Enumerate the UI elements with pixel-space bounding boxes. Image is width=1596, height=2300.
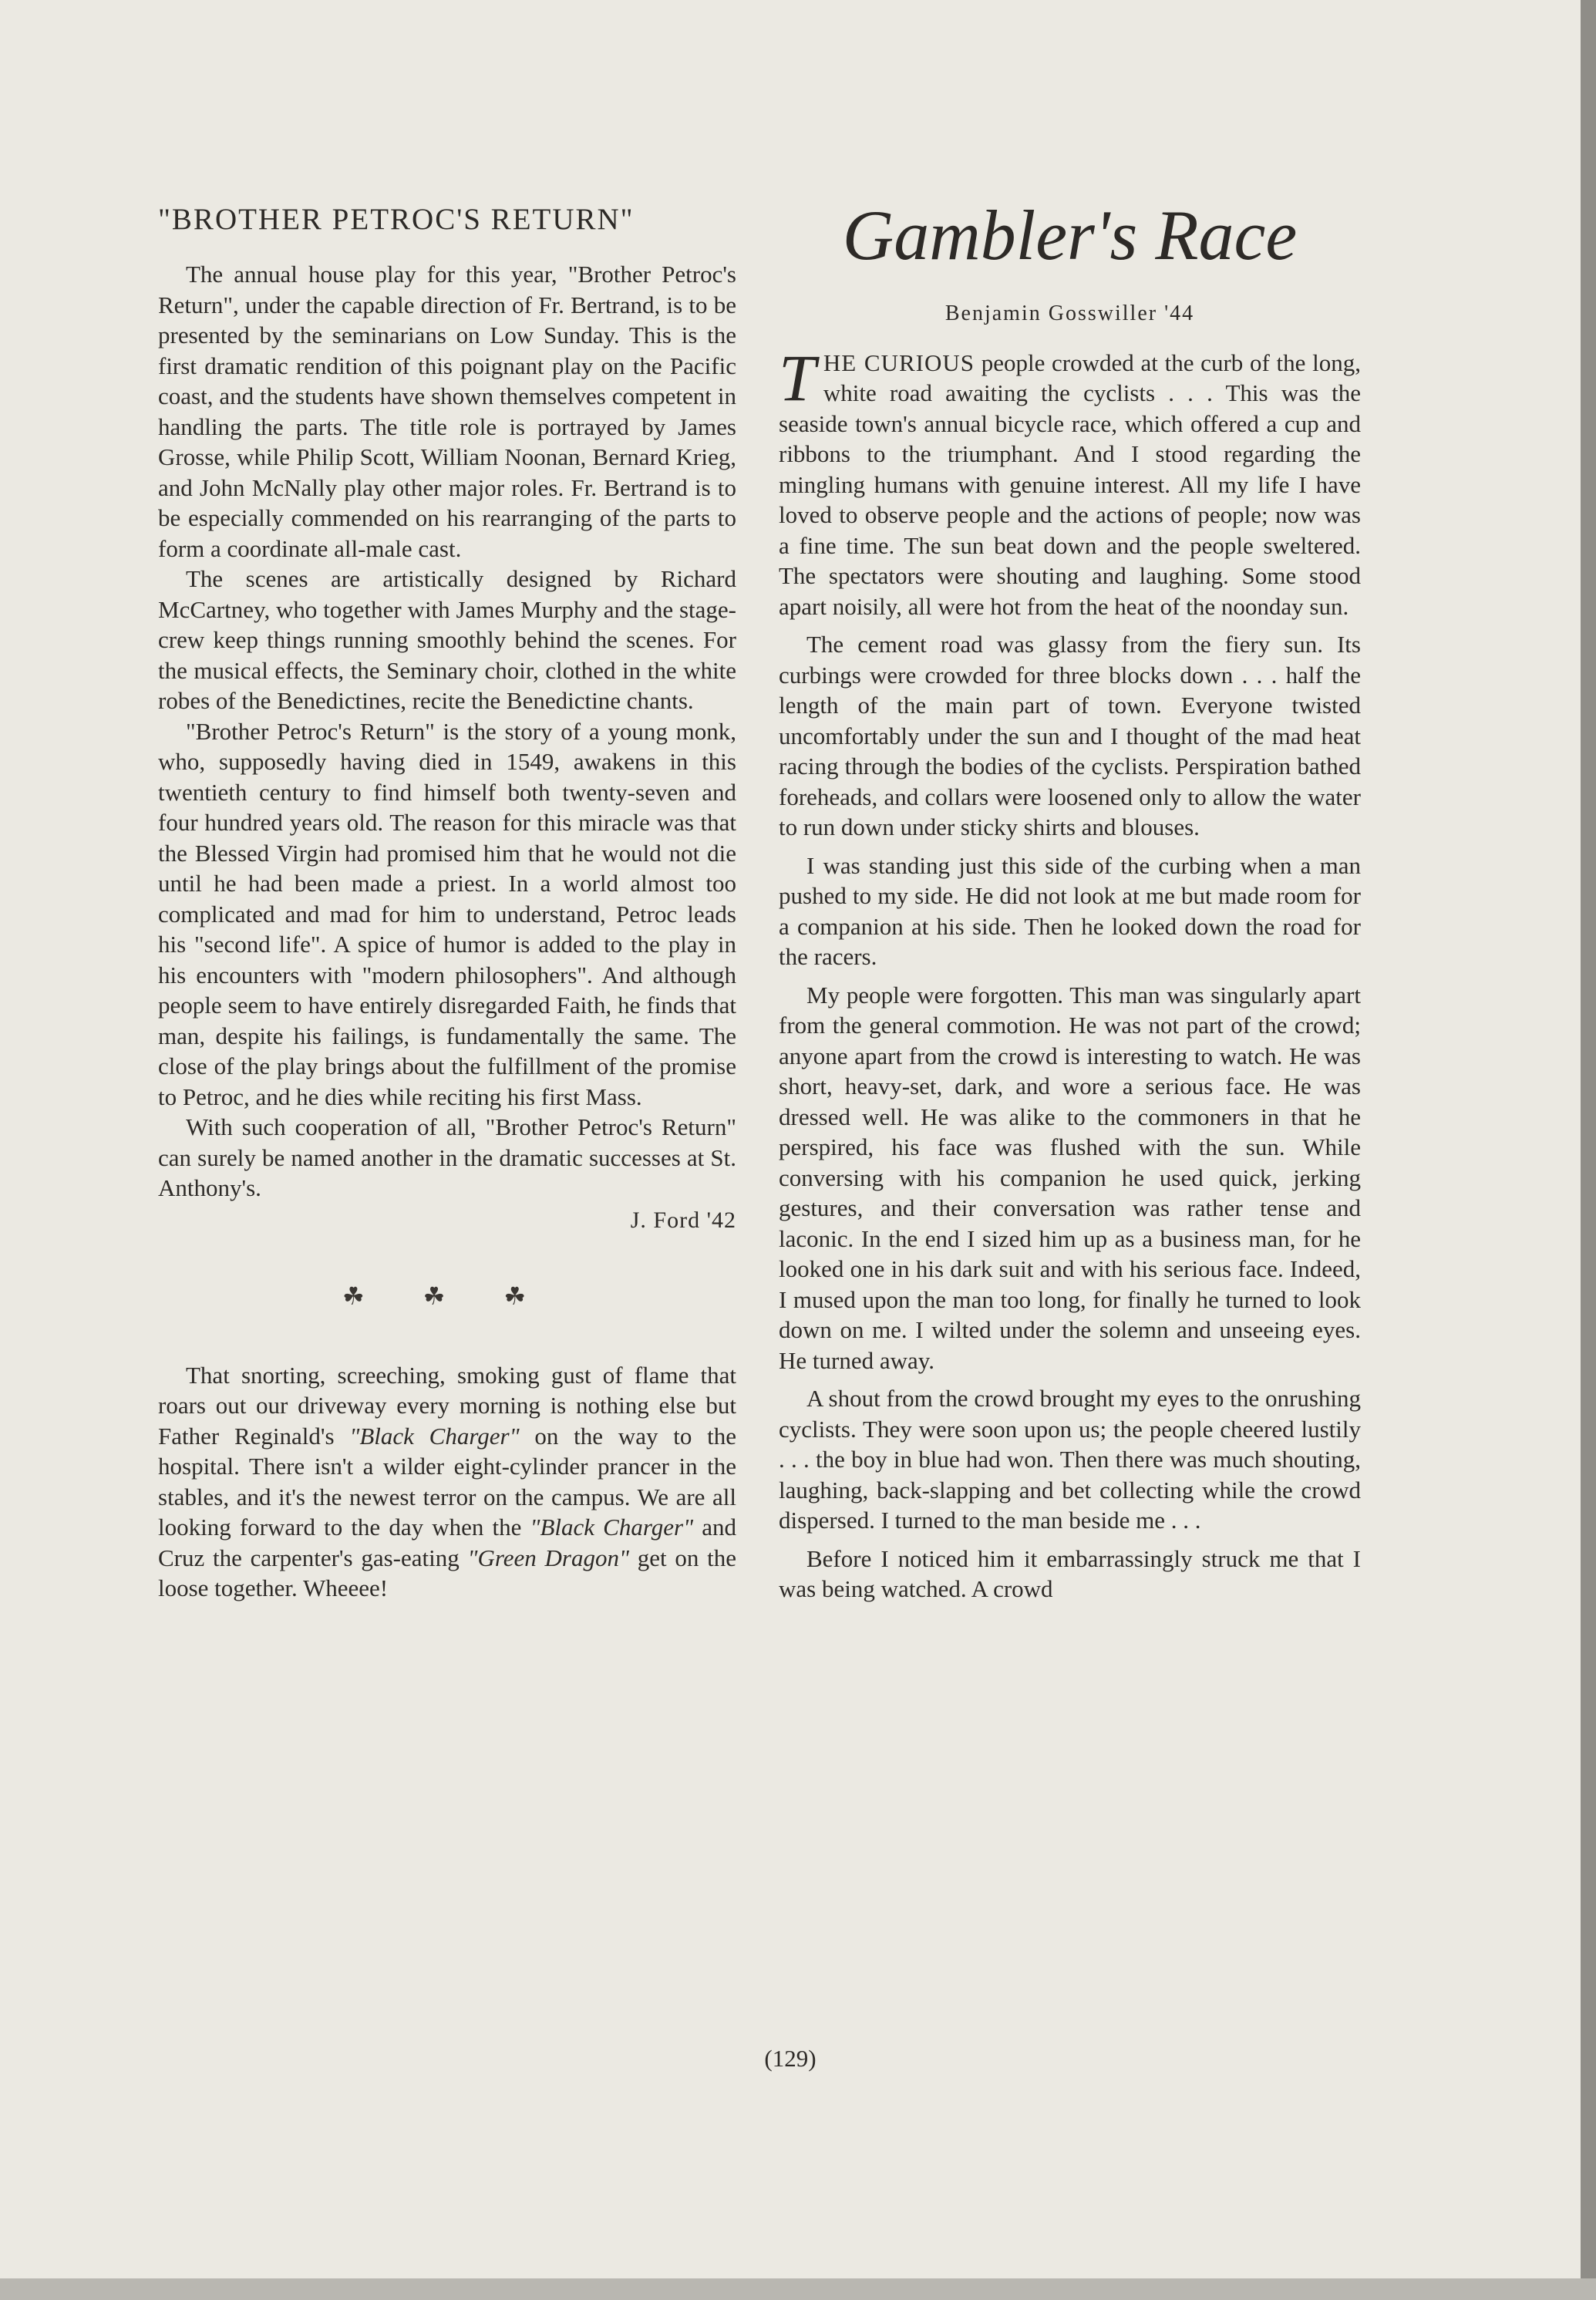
paragraph: "Brother Petroc's Return" is the story of a young monk, who, supposedly having died in 1549, awakens in this twentieth century to find himself both twenty-seven and four hundred years old. The reason for this miracle was that the Blessed Virgin had promised him that he would not die until he had been made a priest. In a world almost too complicated and mad for him to understand, Petroc leads his "second life". A spice of humor is added to the play in his encounters with "modern philosophers". And although people seem to have entirely disregarded Faith, he finds that man, despite his failings, is fundamentally the same. The close of the play brings about the fulfillment of the promise to Petroc, and he dies while reciting his first Mass. [158, 717, 736, 1110]
right-column [779, 197, 1361, 1612]
note-text: on the way to the hospital. There isn't a wilder eight-cylinder prancer in the stables, and it's the newest terror on the campus. We are all looking forward to the day when the [158, 1422, 736, 1541]
note-text: get on the loose together. Wheeee! [158, 1544, 736, 1601]
note-italic-title: "Black Charger" [530, 1514, 694, 1541]
opening-caps: HE CURIOUS [823, 349, 975, 376]
paragraph: With such cooperation of all, "Brother Petroc's Return" can surely be named another in the dramatic successes at St. Anthony's. [158, 1113, 736, 1201]
page-bottom-edge [0, 2278, 1596, 2300]
note-italic-title: "Green Dragon" [467, 1544, 630, 1571]
ornament-divider: ☘ ☘ ☘ [342, 1282, 553, 1310]
paragraph: A shout from the crowd brought my eyes to the onrushing cyclists. They were soon upon us; the people cheered lustily . . . the boy in blue had won. Then there was much shouting, laughing, back-slapping and bet collecting while the crowd dispersed. I turned to the man beside me . . . [779, 1385, 1361, 1534]
note-text: and Cruz the carpenter's gas-eating [158, 1514, 736, 1571]
paragraph: My people were forgotten. This man was singularly apart from the general commotion. He was not part of the crowd; anyone apart from the crowd is interesting to watch. He was short, heavy-set, dark, and wore a serious face. He was dressed well. He was alike to the commoners in that he perspired, his face was flushed with the sun. While conversing with his companion he used quick, jerking gestures, and their conversation was rather tense and laconic. In the end I sized him up as a business man, for he looked one in his dark suit and with his serious face. Indeed, I mused upon the man too long, for finally he turned to look down on me. I wilted under the solemn and unseeing eyes. He turned away. [779, 981, 1361, 1374]
drop-cap: T [779, 340, 816, 415]
byline: Benjamin Gosswiller '44 [944, 301, 1195, 325]
paragraph: The scenes are artistically designed by Richard McCartney, who together with James Murphy and the stage-crew keep things running smoothly behind the scenes. For the musical effects, the Seminary choir, clothed in the white robes of the Benedictines, recite the Benedictine chants. [158, 565, 736, 714]
author-signature: J. Ford '42 [630, 1207, 736, 1233]
campus-note [158, 1360, 736, 1604]
paragraph: The cement road was glassy from the fiery sun. Its curbings were crowded for three blocks down . . . half the length of the main part of town. Everyone twisted uncomfortably under the sun and I thought of the mad heat racing through the bodies of the cyclists. Perspiration bathed foreheads, and collars were loosened only to allow the water to run down under sticky shirts and blouses. [779, 631, 1361, 840]
article-title: Gambler's Race [842, 196, 1298, 274]
opening-text: people crowded at the curb of the long, white road awaiting the cyclists . . . This was the seaside town's annual bicycle race, which offered a cup and ribbons to the triumphant. And I stood regarding the mingling humans with genuine interest. All my life I have loved to observe people and the actions of people; now was a fine time. The sun beat down and the people sweltered. The spectators were shouting and laughing. Some stood apart noisily, all were hot from the heat of the noonday sun. [779, 349, 1361, 620]
paragraph: I was standing just this side of the curbing when a man pushed to my side. He did not look at me but made room for a companion at his side. Then he looked down the road for the racers. [779, 851, 1361, 970]
note-italic-title: "Black Charger" [349, 1422, 520, 1450]
opening-paragraph [779, 340, 1361, 622]
page-number: (129) [764, 2045, 817, 2072]
page-edge-shadow [1581, 0, 1596, 2300]
left-column [158, 202, 736, 1604]
paragraph: Before I noticed him it embarrassingly struck me that I was being watched. A crowd [779, 1544, 1361, 1602]
note-text: That snorting, screeching, smoking gust of flame that roars out our driveway every morning is nothing else but Father Reginald's [158, 1361, 736, 1450]
section-heading: "BROTHER PETROC'S RETURN" [158, 203, 635, 236]
paragraph: The annual house play for this year, "Brother Petroc's Return", under the capable direction of Fr. Bertrand, is to be presented by the seminarians on Low Sunday. This is the first dramatic rendition of this poignant play on the Pacific coast, and the students have shown themselves competent in handling the parts. The title role is portrayed by James Grosse, while Philip Scott, William Noonan, Bernard Krieg, and John McNally play other major roles. Fr. Bertrand is to be especially commended on his rearranging of the parts to form a coordinate all-male cast. [158, 261, 736, 562]
